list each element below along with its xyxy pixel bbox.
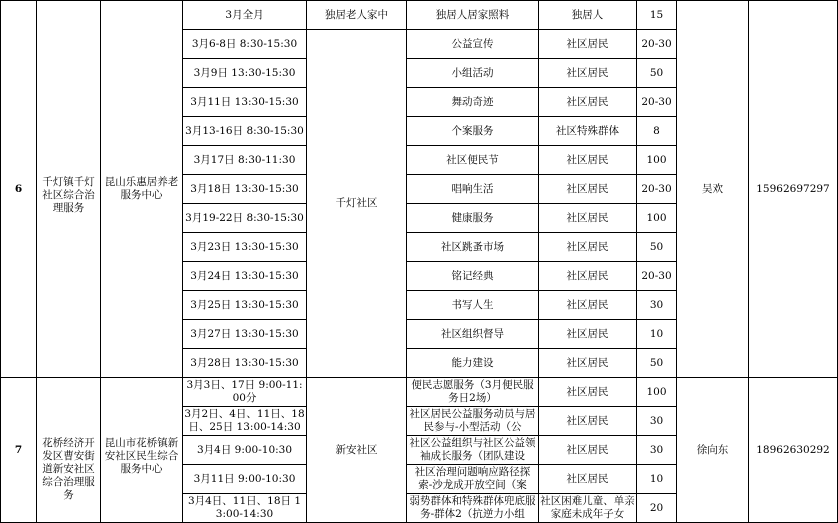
service-target <box>539 146 637 175</box>
service-target-text: 社区居民 <box>566 211 609 224</box>
activity-name <box>407 494 539 523</box>
participant-count-text: 20-30 <box>641 37 672 50</box>
community-name-text: 新安社区 <box>335 443 378 456</box>
activity-time <box>183 320 307 349</box>
service-target-text: 社区居民 <box>566 240 609 253</box>
participant-count <box>637 262 677 291</box>
participant-count-text: 100 <box>646 153 667 166</box>
activity-name <box>407 465 539 494</box>
activity-time-text: 3月18日 13:30-15:30 <box>190 182 299 195</box>
activity-time <box>183 1 307 30</box>
activity-time <box>183 465 307 494</box>
service-target <box>539 407 637 436</box>
activity-place <box>307 1 407 30</box>
activity-time <box>183 30 307 59</box>
contact-phone-text: 18962630292 <box>756 443 830 456</box>
service-target-text: 社区居民 <box>566 414 609 427</box>
activity-time-text: 3月19-22日 8:30-15:30 <box>185 211 304 224</box>
activity-name <box>407 88 539 117</box>
activity-time <box>183 407 307 436</box>
service-target <box>539 494 637 523</box>
activity-name <box>407 146 539 175</box>
activity-time-text: 3月13-16日 8:30-15:30 <box>185 124 304 137</box>
activity-time <box>183 262 307 291</box>
service-target-text: 社区居民 <box>566 182 609 195</box>
activity-time-text: 3月23日 13:30-15:30 <box>190 240 299 253</box>
activity-name <box>407 175 539 204</box>
activity-name <box>407 1 539 30</box>
activity-time <box>183 291 307 320</box>
service-target-text: 独居人 <box>571 8 604 21</box>
activity-time-text: 3月9日 13:30-15:30 <box>193 66 296 79</box>
activity-time-text: 3月4日、11日、18日 13:00-14:30 <box>187 495 302 520</box>
activity-name <box>407 407 539 436</box>
organization-name-text: 昆山市花桥镇新安社区民生综合服务中心 <box>104 437 179 475</box>
activity-name-text: 书写人生 <box>451 298 494 311</box>
participant-count-text: 30 <box>649 414 664 427</box>
service-target-text: 社区特殊群体 <box>556 124 619 137</box>
activity-name-text: 社区治理问题响应路径探索-沙龙成开放空间（案 <box>414 466 531 491</box>
participant-count <box>637 378 677 407</box>
participant-count-text: 15 <box>649 8 664 21</box>
activity-name-text: 弱势群体和特殊群体兜底服务-群体2（抗逆力小组 <box>409 495 536 520</box>
project-name-text: 千灯镇千灯社区综合治理服务 <box>42 176 95 214</box>
table-row <box>1 378 838 407</box>
service-target <box>539 349 637 378</box>
participant-count <box>637 494 677 523</box>
participant-count <box>637 465 677 494</box>
service-target-text: 社区居民 <box>566 356 609 369</box>
activity-name-text: 公益宣传 <box>451 37 494 50</box>
activity-time <box>183 146 307 175</box>
participant-count-text: 30 <box>649 298 664 311</box>
table-row <box>1 1 838 30</box>
service-target-text: 社区困难儿童、单亲家庭未成年子女 <box>540 495 635 520</box>
organization-name <box>101 378 183 523</box>
contact-person <box>677 1 749 378</box>
participant-count <box>637 59 677 88</box>
organization-name <box>101 1 183 378</box>
participant-count <box>637 175 677 204</box>
activity-time <box>183 494 307 523</box>
activity-name <box>407 262 539 291</box>
activity-time-text: 3月27日 13:30-15:30 <box>190 327 299 340</box>
activity-name <box>407 204 539 233</box>
activity-name <box>407 436 539 465</box>
contact-person-text: 吴欢 <box>702 182 723 195</box>
activity-time <box>183 436 307 465</box>
organization-name-text: 昆山乐惠居养老服务中心 <box>104 176 179 201</box>
service-target-text: 社区居民 <box>566 298 609 311</box>
activity-name-text: 能力建设 <box>451 356 494 369</box>
activity-name-text: 健康服务 <box>451 211 494 224</box>
community-name <box>307 30 407 378</box>
service-target-text: 社区居民 <box>566 66 609 79</box>
service-target <box>539 378 637 407</box>
participant-count <box>637 1 677 30</box>
service-target <box>539 291 637 320</box>
participant-count <box>637 204 677 233</box>
activity-name-text: 个案服务 <box>451 124 494 137</box>
service-target <box>539 117 637 146</box>
service-target <box>539 204 637 233</box>
activity-name <box>407 291 539 320</box>
activity-name <box>407 117 539 146</box>
service-target <box>539 30 637 59</box>
participant-count-text: 30 <box>649 443 664 456</box>
activity-time-text: 3月6-8日 8:30-15:30 <box>191 37 298 50</box>
activity-time <box>183 88 307 117</box>
contact-phone-text: 15962697297 <box>756 182 830 195</box>
participant-count-text: 50 <box>649 356 664 369</box>
activity-time-text: 3月24日 13:30-15:30 <box>190 269 299 282</box>
activity-name <box>407 59 539 88</box>
participant-count <box>637 233 677 262</box>
activity-name-text: 舞动奇迹 <box>451 95 494 108</box>
participant-count-text: 20-30 <box>641 95 672 108</box>
activity-name <box>407 349 539 378</box>
activity-time <box>183 175 307 204</box>
activity-name-text: 社区便民节 <box>446 153 499 166</box>
participant-count-text: 20-30 <box>641 182 672 195</box>
activity-time-text: 3月17日 8:30-11:30 <box>193 153 296 166</box>
item-number <box>1 378 37 523</box>
activity-name <box>407 378 539 407</box>
activity-name-text: 独居人居家照料 <box>435 8 510 21</box>
participant-count <box>637 146 677 175</box>
activity-time-text: 3月11日 9:00-10:30 <box>193 472 296 485</box>
service-target-text: 社区居民 <box>566 153 609 166</box>
participant-count <box>637 291 677 320</box>
activity-name <box>407 320 539 349</box>
activity-time <box>183 233 307 262</box>
participant-count <box>637 349 677 378</box>
activity-time-text: 3月3日、17日 9:00-11:00分 <box>186 379 303 404</box>
service-target-text: 社区居民 <box>566 269 609 282</box>
activity-time <box>183 117 307 146</box>
participant-count-text: 8 <box>653 124 660 137</box>
item-number-text: 6 <box>14 182 23 195</box>
activity-time <box>183 349 307 378</box>
participant-count-text: 50 <box>649 240 664 253</box>
participant-count <box>637 88 677 117</box>
participant-count-text: 20 <box>649 501 664 514</box>
project-name <box>37 378 101 523</box>
participant-count-text: 10 <box>649 327 664 340</box>
participant-count <box>637 320 677 349</box>
service-target-text: 社区居民 <box>566 95 609 108</box>
activity-name-text: 小组活动 <box>451 66 494 79</box>
activity-name-text: 社区组织督导 <box>441 327 504 340</box>
service-target-text: 社区居民 <box>566 385 609 398</box>
service-target <box>539 1 637 30</box>
activity-name <box>407 233 539 262</box>
service-target <box>539 320 637 349</box>
contact-phone <box>749 1 838 378</box>
service-target <box>539 175 637 204</box>
participant-count <box>637 436 677 465</box>
activity-time <box>183 378 307 407</box>
item-number-text: 7 <box>14 443 23 456</box>
activity-name-text: 唱响生活 <box>451 182 494 195</box>
activity-time-text: 3月25日 13:30-15:30 <box>190 298 299 311</box>
participant-count-text: 100 <box>646 211 667 224</box>
service-target-text: 社区居民 <box>566 327 609 340</box>
project-name-text: 花桥经济开发区曹安街道新安社区综合治理服务 <box>42 437 95 501</box>
service-target <box>539 88 637 117</box>
activity-name-text: 铭记经典 <box>451 269 494 282</box>
participant-count-text: 100 <box>646 385 667 398</box>
participant-count <box>637 117 677 146</box>
activity-time-text: 3月4日 9:00-10:30 <box>196 443 293 456</box>
activity-time-text: 3月全月 <box>225 8 264 21</box>
contact-person-text: 徐向东 <box>696 443 729 456</box>
activity-time-text: 3月2日、4日、11日、18日、25日 13:00-14:30 <box>184 408 305 433</box>
service-target <box>539 59 637 88</box>
service-target-text: 社区居民 <box>566 37 609 50</box>
project-name <box>37 1 101 378</box>
participant-count <box>637 407 677 436</box>
participant-count <box>637 30 677 59</box>
community-name <box>307 378 407 523</box>
service-target-text: 社区居民 <box>566 472 609 485</box>
activity-time-text: 3月11日 13:30-15:30 <box>190 95 299 108</box>
participant-count-text: 10 <box>649 472 664 485</box>
service-target <box>539 465 637 494</box>
participant-count-text: 20-30 <box>641 269 672 282</box>
service-target <box>539 262 637 291</box>
activity-name-text: 社区居民公益服务动员与居民参与-小型活动（公 <box>409 408 536 433</box>
activity-time <box>183 204 307 233</box>
contact-person <box>677 378 749 523</box>
contact-phone <box>749 378 838 523</box>
activity-place-text: 独居老人家中 <box>325 8 388 21</box>
activity-name-text: 便民志愿服务（3月便民服务日2场） <box>411 379 534 404</box>
service-target-text: 社区居民 <box>566 443 609 456</box>
activity-time <box>183 59 307 88</box>
participant-count-text: 50 <box>649 66 664 79</box>
activity-name-text: 社区跳蚤市场 <box>441 240 504 253</box>
activity-name <box>407 30 539 59</box>
service-target <box>539 233 637 262</box>
activity-name-text: 社区公益组织与社区公益领袖成长服务（团队建设 <box>409 437 536 462</box>
item-number <box>1 1 37 378</box>
community-name-text: 千灯社区 <box>335 197 378 209</box>
activity-time-text: 3月28日 13:30-15:30 <box>190 356 299 369</box>
service-target <box>539 436 637 465</box>
